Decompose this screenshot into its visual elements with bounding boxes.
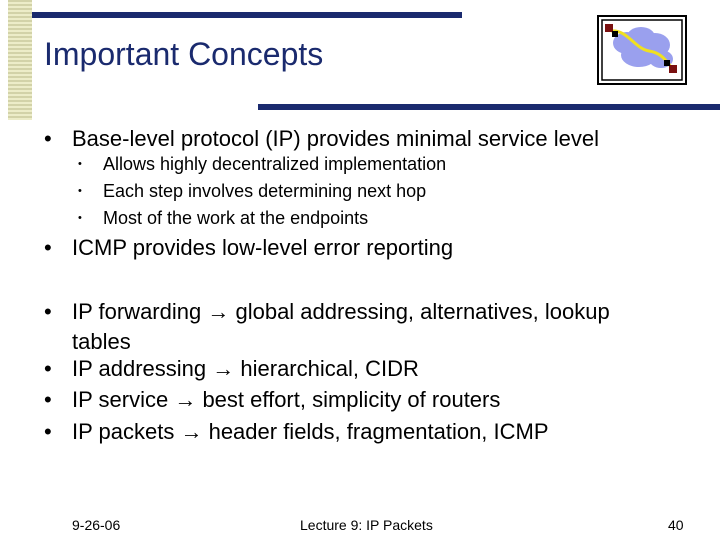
title-underline-rule <box>258 104 720 110</box>
bullet-dot: • <box>44 356 52 381</box>
footer-lecture-title: Lecture 9: IP Packets <box>300 517 433 533</box>
sub-bullet-text: Most of the work at the endpoints <box>103 208 369 228</box>
arrow-right-icon: → <box>207 299 230 324</box>
slide-title: Important Concepts <box>44 36 324 72</box>
concept-right: header fields, fragmentation, ICMP <box>208 419 549 444</box>
sub-bullet-text: Each step involves determining next hop <box>103 181 427 201</box>
bullet-dot: • <box>44 299 52 324</box>
bullet-dot: • <box>44 235 52 260</box>
sub-bullet-text: Allows highly decentralized implementation <box>103 154 447 174</box>
concept-left: IP packets <box>72 419 175 444</box>
top-rule <box>32 12 462 18</box>
concept-left: IP forwarding <box>72 299 202 324</box>
bullet-text: Base-level protocol (IP) provides minimal service level <box>72 126 599 151</box>
concept-left: IP addressing <box>72 356 207 381</box>
decorative-side-bar <box>8 0 32 120</box>
concept-right: global addressing, alternatives, lookup tables <box>72 299 610 354</box>
sub-bullet-dot: • <box>78 185 82 197</box>
arrow-right-icon: → <box>174 387 197 412</box>
concept-right: best effort, simplicity of routers <box>202 387 501 412</box>
network-cloud-logo-icon <box>597 15 687 85</box>
footer-page-number: 40 <box>668 517 684 533</box>
bullet-text: ICMP provides low-level error reporting <box>72 235 454 260</box>
footer-date: 9-26-06 <box>72 517 121 533</box>
bullet-dot: • <box>44 419 52 444</box>
bullet-dot: • <box>44 387 52 412</box>
arrow-right-icon: → <box>212 356 235 381</box>
bullet-dot: • <box>44 126 52 151</box>
concept-left: IP service <box>72 387 169 412</box>
concept-right: hierarchical, CIDR <box>240 356 419 381</box>
arrow-right-icon: → <box>180 419 203 444</box>
sub-bullet-dot: • <box>78 212 82 224</box>
sub-bullet-dot: • <box>78 158 82 170</box>
